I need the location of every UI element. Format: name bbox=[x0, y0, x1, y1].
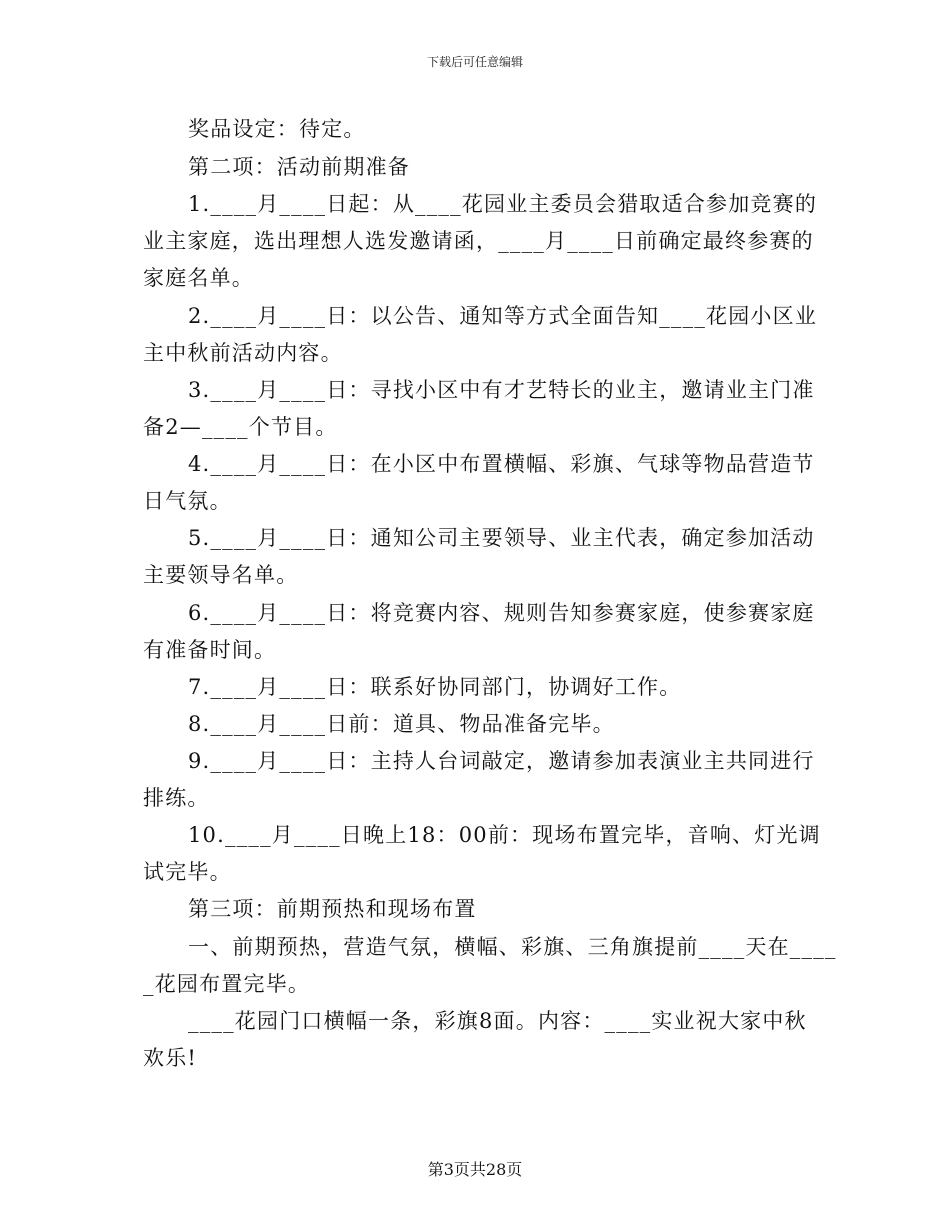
text-line: 业主家庭，选出理想人选发邀请函，____月____日前确定最终参赛的 bbox=[143, 229, 814, 253]
text-line: 主要领导名单。 bbox=[143, 563, 299, 587]
text-line: 8.____月____日前：道具、物品准备完毕。 bbox=[188, 712, 615, 736]
text-line: 3.____月____日：寻找小区中有才艺特长的业主，邀请业主门准 bbox=[188, 378, 815, 402]
text-line: 家庭名单。 bbox=[143, 266, 254, 290]
section-heading: 第三项：前期预热和现场布置 bbox=[188, 897, 477, 921]
page-header: 下载后可任意编辑 bbox=[426, 55, 523, 69]
text-line: 7.____月____日：联系好协同部门，协调好工作。 bbox=[188, 675, 682, 699]
text-line: 有准备时间。 bbox=[143, 638, 277, 662]
text-line: 欢乐! bbox=[143, 1046, 198, 1070]
text-line: 1.____月____日起：从____花园业主委员会猎取适合参加竞赛的 bbox=[188, 192, 818, 216]
text-line: 10.____月____日晚上18：00前：现场布置完毕，音响、灯光调 bbox=[188, 823, 821, 847]
text-line: 4.____月____日：在小区中布置横幅、彩旗、气球等物品营造节 bbox=[188, 452, 815, 476]
text-line: 日气氛。 bbox=[143, 489, 232, 513]
text-line: 一、前期预热，营造气氛，横幅、彩旗、三角旗提前____天在____ bbox=[188, 935, 837, 959]
text-line: 9.____月____日：主持人台词敲定，邀请参加表演业主共同进行 bbox=[188, 749, 815, 773]
text-line: 2.____月____日：以公告、通知等方式全面告知____花园小区业 bbox=[188, 304, 818, 328]
text-line: 5.____月____日：通知公司主要领导、业主代表，确定参加活动 bbox=[188, 526, 815, 550]
text-line: 主中秋前活动内容。 bbox=[143, 341, 343, 365]
text-line: ____花园门口横幅一条，彩旗8面。内容：____实业祝大家中秋 bbox=[188, 1009, 807, 1033]
text-line: 备2—____个节目。 bbox=[143, 415, 338, 439]
section-heading: 第二项：活动前期准备 bbox=[188, 155, 410, 179]
text-line: _花园布置完毕。 bbox=[143, 972, 311, 996]
text-line: 试完毕。 bbox=[143, 860, 232, 884]
text-line: 奖品设定：待定。 bbox=[188, 117, 366, 141]
text-line: 6.____月____日：将竞赛内容、规则告知参赛家庭，使参赛家庭 bbox=[188, 601, 815, 625]
page-footer: 第3页共28页 bbox=[427, 1160, 523, 1179]
text-line: 排练。 bbox=[143, 786, 210, 810]
